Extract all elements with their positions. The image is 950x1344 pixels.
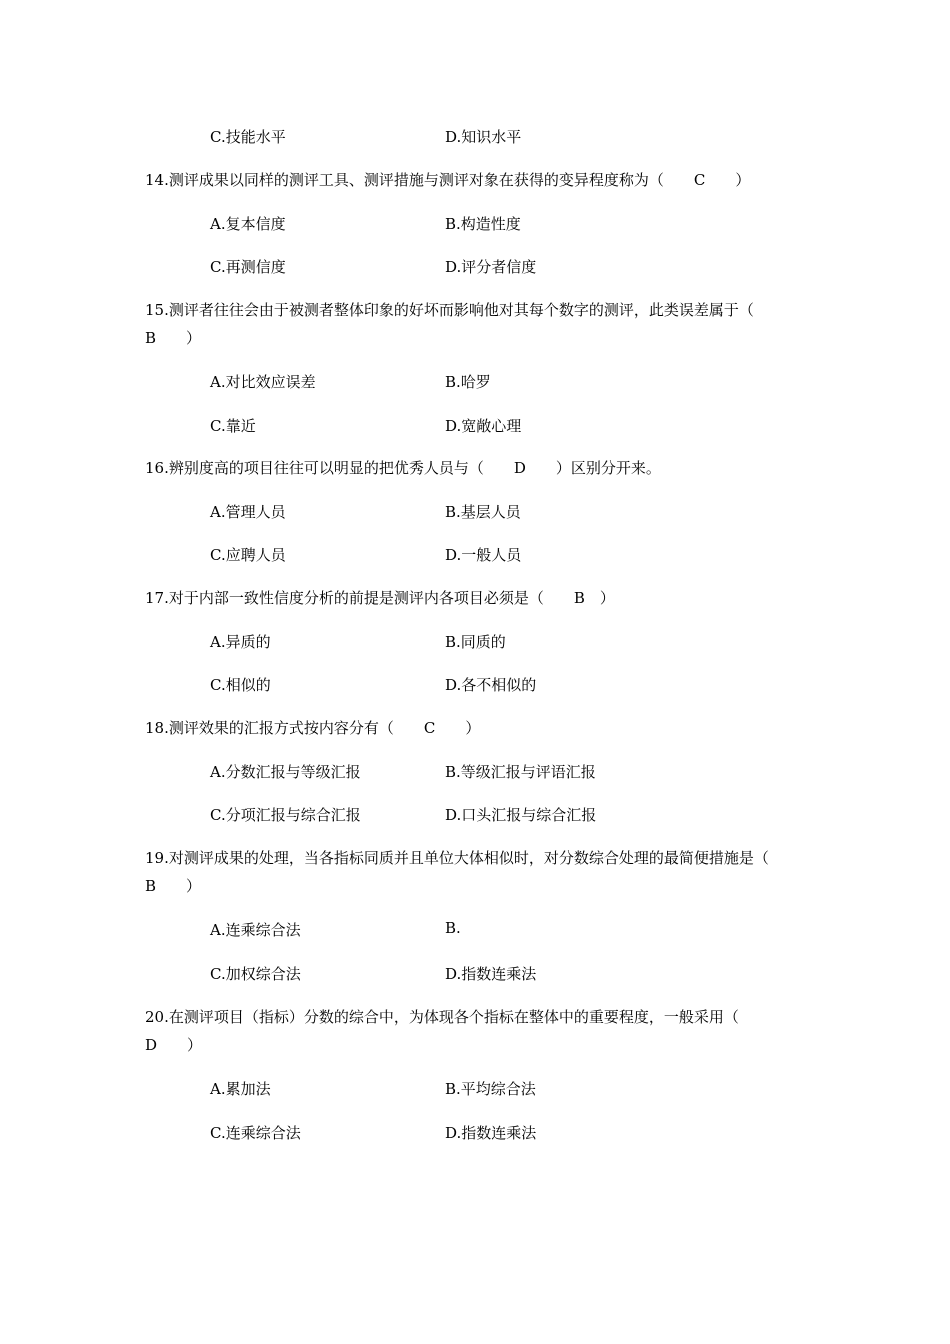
option-17d: D.各不相似的 [445, 676, 537, 694]
option-16a: A.管理人员 [210, 503, 286, 521]
option-13c: C.技能水平 [210, 128, 286, 146]
question-19: 19.对测评成果的处理，当各指标同质并且单位大体相似时，对分数综合处理的最简便措施是（ B ） [145, 849, 799, 895]
option-13d: D.知识水平 [445, 128, 522, 146]
option-14d: D.评分者信度 [445, 258, 537, 276]
option-15b: B.哈罗 [445, 373, 491, 391]
option-14c: C.再测信度 [210, 258, 286, 276]
option-16c: C.应聘人员 [210, 546, 286, 564]
question-16: 16.辨别度高的项目往往可以明显的把优秀人员与（ D ）区别分开来。 [145, 459, 661, 477]
option-18a: A.分数汇报与等级汇报 [210, 763, 361, 781]
option-18c: C.分项汇报与综合汇报 [210, 806, 361, 824]
option-20d: D.指数连乘法 [445, 1124, 537, 1142]
option-19a: A.连乘综合法 [210, 921, 301, 939]
option-20a: A.累加法 [210, 1080, 271, 1098]
option-14a: A.复本信度 [210, 215, 286, 233]
option-17c: C.相似的 [210, 676, 271, 694]
option-15d: D.宽敞心理 [445, 417, 522, 435]
option-19d: D.指数连乘法 [445, 965, 537, 983]
question-18: 18.测评效果的汇报方式按内容分有（ C ） [145, 719, 481, 737]
question-14: 14.测评成果以同样的测评工具、测评措施与测评对象在获得的变异程度称为（ C ） [145, 171, 751, 189]
option-16b: B.基层人员 [445, 503, 521, 521]
option-17a: A.异质的 [210, 633, 271, 651]
option-17b: B.同质的 [445, 633, 506, 651]
question-15: 15.测评者往往会由于被测者整体印象的好坏而影响他对其每个数字的测评，此类误差属于（ B ） [145, 301, 769, 347]
option-15a: A.对比效应误差 [210, 373, 316, 391]
question-17: 17.对于内部一致性信度分析的前提是测评内各项目必须是（ B ） [145, 589, 615, 607]
option-19b: B. [445, 919, 461, 937]
option-15c: C.靠近 [210, 417, 256, 435]
question-20: 20.在测评项目（指标）分数的综合中，为体现各个指标在整体中的重要程度，一般采用（ D ） [145, 1008, 769, 1054]
option-18d: D.口头汇报与综合汇报 [445, 806, 597, 824]
option-18b: B.等级汇报与评语汇报 [445, 763, 596, 781]
option-19c: C.加权综合法 [210, 965, 301, 983]
option-20b: B.平均综合法 [445, 1080, 536, 1098]
option-14b: B.构造性度 [445, 215, 521, 233]
option-20c: C.连乘综合法 [210, 1124, 301, 1142]
option-16d: D.一般人员 [445, 546, 522, 564]
